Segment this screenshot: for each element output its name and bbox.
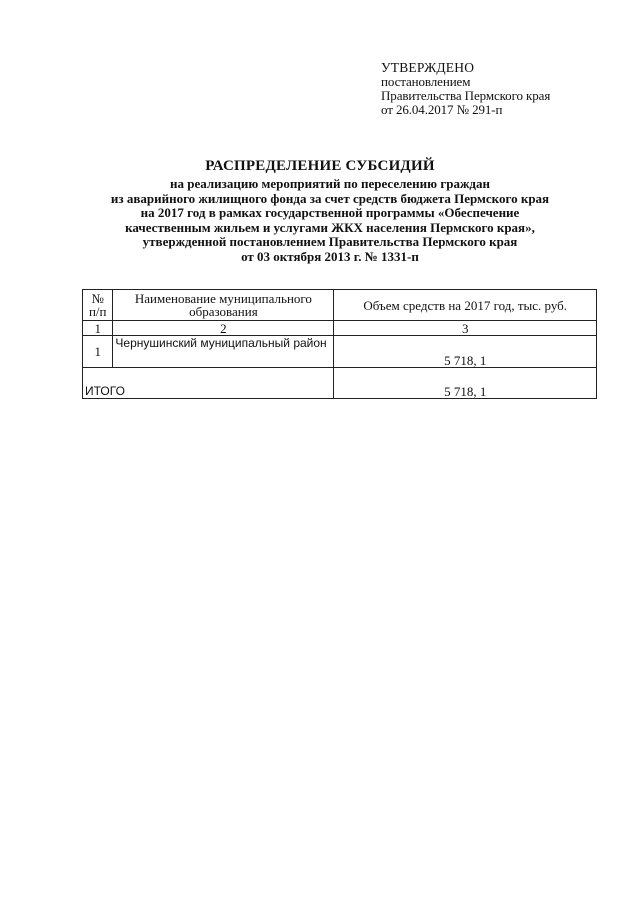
approval-stamp [381, 61, 550, 117]
header-municipality: Наименование муниципального образования [113, 290, 334, 321]
total-label: ИТОГО [83, 368, 334, 399]
document-subtitle [70, 177, 590, 265]
row-amount: 5 718, 1 [334, 336, 597, 368]
header-amount: Объем средств на 2017 год, тыс. руб. [334, 290, 597, 321]
subtitle-line: на реализацию мероприятий по переселению граждан [170, 176, 490, 191]
total-amount: 5 718, 1 [334, 368, 597, 399]
column-number-row [83, 321, 597, 336]
row-municipality: Чернушинский муниципальный район [113, 336, 334, 368]
subtitle-line: качественным жильем и услугами ЖКХ населения Пермского края», [125, 219, 535, 235]
column-number: 1 [83, 321, 113, 336]
header-number: № п/п [83, 290, 113, 321]
approval-heading: УТВЕРЖДЕНО [381, 60, 475, 75]
subtitle-line: из аварийного жилищного фонда за счет средств бюджета Пермского края [110, 190, 550, 206]
column-number: 2 [113, 321, 334, 336]
document-title: РАСПРЕДЕЛЕНИЕ СУБСИДИЙ [205, 158, 435, 174]
approval-date-number: от 26.04.2017 № 291-п [381, 102, 503, 117]
approval-line: Правительства Пермского края [381, 88, 551, 103]
table-row [83, 336, 597, 368]
subsidy-table [82, 289, 597, 399]
table-header-row [83, 290, 597, 321]
row-number: 1 [83, 336, 113, 368]
subtitle-line: на 2017 год в рамках государственной программы «Обеспечение [140, 205, 520, 221]
subtitle-line: утвержденной постановлением Правительства Пермского края [142, 234, 518, 250]
total-row [83, 368, 597, 399]
column-number: 3 [334, 321, 597, 336]
subtitle-line: от 03 октября 2013 г. № 1331-п [241, 248, 419, 264]
approval-line: постановлением [381, 74, 471, 89]
